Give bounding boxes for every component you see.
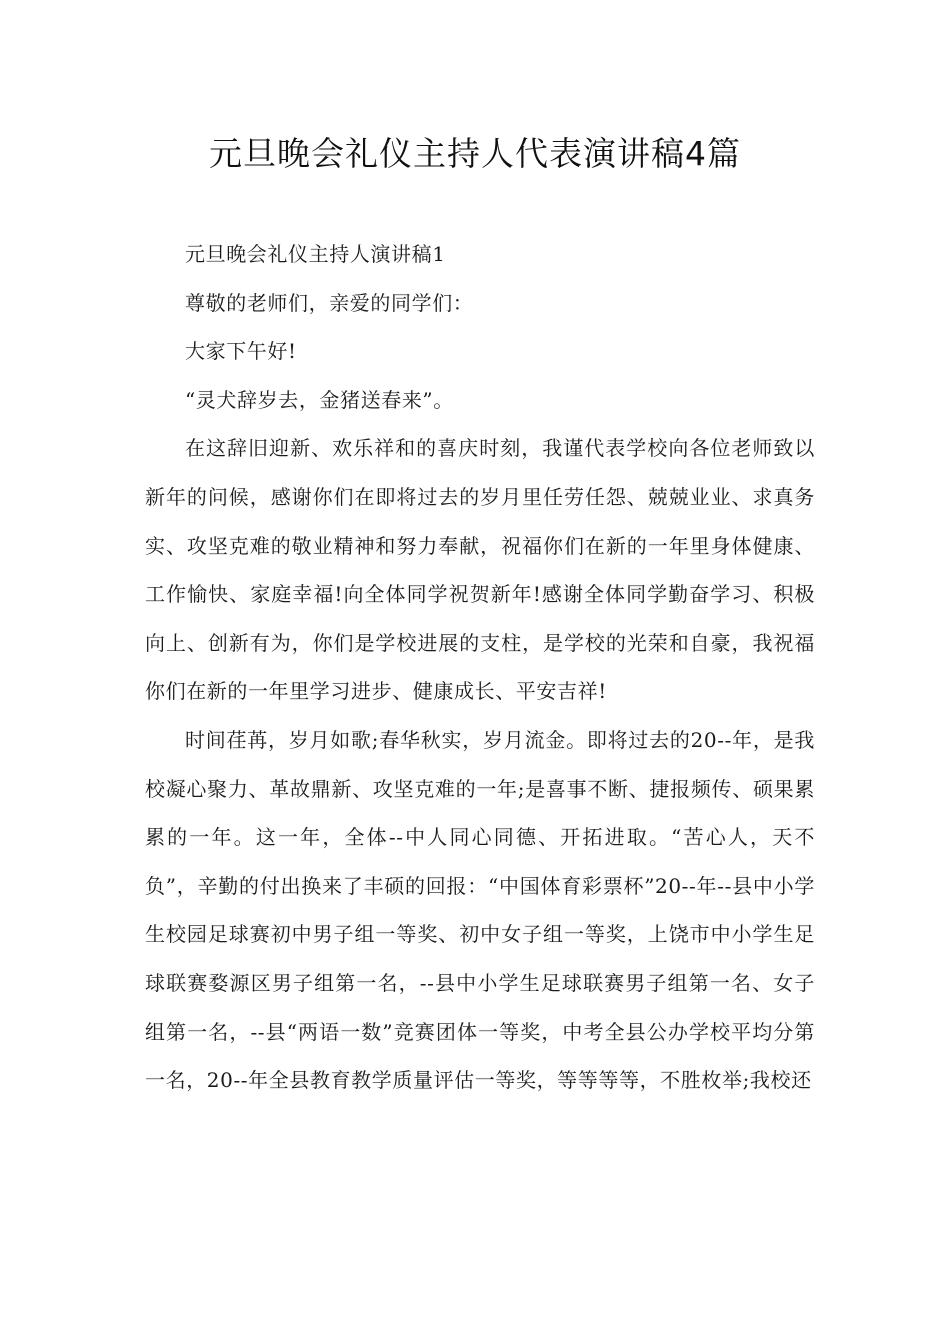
document-title: 元旦晚会礼仪主持人代表演讲稿4篇 — [209, 134, 741, 173]
paragraph-greeting: 大家下午好! — [185, 339, 297, 364]
paragraph-salutation: 尊敬的老师们，亲爱的同学们： — [185, 290, 474, 315]
document-body — [145, 230, 815, 1105]
paragraph-quote: “灵犬辞岁去，金猪送春来”。 — [185, 387, 454, 412]
paragraph-heading: 元旦晚会礼仪主持人演讲稿1 — [185, 242, 446, 266]
paragraph-body-2: 时间荏苒，岁月如歌;春华秋实，岁月流金。即将过去的20--年，是我校凝心聚力、革故鼎新、攻坚克难的一年;是喜事不断、捷报频传、硕果累累的一年。这一年，全体--中人同心同德、开拓进取。“苦心人，天不负”，辛勤的付出换来了丰硕的回报：“中国体育彩票杯”20--年--县中小学生校园足球赛初中男子组一等奖、初中女子组一等奖，上饶市中小学生足球联赛婺源区男子组第一名，--县中小学生足球联赛男子组第一名、女子组第一名，--县“两语一数”竞赛团体一等奖，中考全县公办学校平均分第一名，20--年全县教育教学质量评估一等奖，等等等等，不胜枚举;我校还 — [145, 727, 815, 1093]
paragraph-body-1: 在这辞旧迎新、欢乐祥和的喜庆时刻，我谨代表学校向各位老师致以新年的问候，感谢你们在即将过去的岁月里任劳任怨、兢兢业业、求真务实、攻坚克难的敬业精神和努力奉献，祝福你们在新的一年里身体健康、工作愉快、家庭幸福!向全体同学祝贺新年!感谢全体同学勤奋学习、积极向上、创新有为，你们是学校进展的支柱，是学校的光荣和自豪，我祝福你们在新的一年里学习进步、健康成长、平安吉祥! — [145, 436, 815, 704]
